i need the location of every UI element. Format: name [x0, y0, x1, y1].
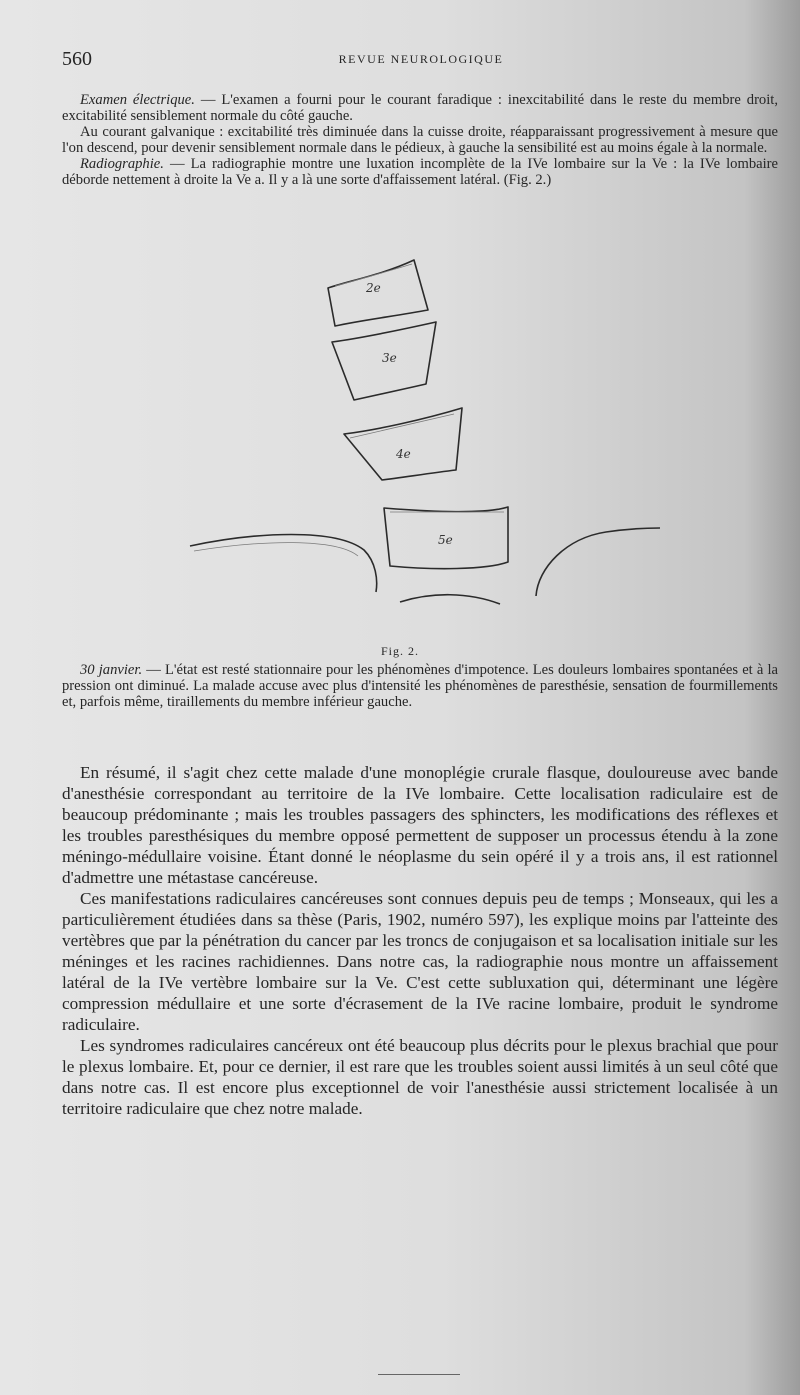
paragraph-lead: Examen électrique.	[80, 92, 195, 108]
case-findings-section	[62, 92, 778, 188]
paragraph-text: — L'examen a fourni pour le courant faradique : inexcitabilité dans le reste du membre droit, excitabilité sensiblement normale du côté gauche.	[62, 92, 778, 124]
vertebra-4	[344, 408, 462, 480]
pelvis-left-wing	[190, 535, 377, 593]
paragraph-30-janvier	[62, 662, 778, 710]
summary-section	[62, 762, 778, 1119]
page-header	[62, 48, 740, 72]
followup-section	[62, 662, 778, 710]
page-number: 560	[62, 48, 92, 70]
vertebra-4-label: 4e	[396, 447, 411, 461]
paragraph-text: — L'état est resté stationnaire pour les phénomènes d'impotence. Les douleurs lombaires spontanées et à la pression ont diminué. La malade accuse avec plus d'intensité les phénomènes de paresthésie, sensation de fourmillements et, parfois même, tiraillements du membre inférieur gauche.	[62, 662, 778, 710]
paragraph-syndromes: Les syndromes radiculaires cancéreux ont été beaucoup plus décrits pour le plexus brachial que pour le plexus lombaire. Et, pour ce dernier, il est rare que les troubles soient aussi limités à un seul côté que dans notre cas. Il est encore plus exceptionnel de voir l'anesthésie aussi strictement localisée à un territoire radiculaire que chez notre malade.	[62, 1036, 778, 1118]
paragraph-radiography	[62, 156, 778, 188]
paragraph-text: Au courant galvanique : excitabilité très diminuée dans la cuisse droite, réapparaissant progressivement à mesure que l'on descend, pour devenir sensiblement normale dans le pédieux, à gauche la sensibilité est au moins égale à la normale.	[62, 124, 778, 156]
sacrum-outline	[400, 595, 500, 604]
paragraph-galvanic-current	[62, 124, 778, 156]
paragraph-text: — La radiographie montre une luxation incomplète de la IVe lombaire sur la Ve : la IVe lombaire déborde nettement à droite la Ve a. Il y a là une sorte d'affaissement latéral. (Fig. 2.)	[62, 156, 778, 188]
vertebra-4-inner-line	[350, 414, 454, 438]
figure-caption: Fig. 2.	[380, 644, 419, 658]
paragraph-lead: Radiographie.	[80, 156, 164, 172]
running-title: REVUE NEUROLOGIQUE	[338, 52, 504, 66]
paragraph-manifestations: Ces manifestations radiculaires cancéreuses sont connues depuis peu de temps ; Monseaux, qui les a particulièrement étudiées dans sa thèse (Paris, 1902, numéro 597), les explique moins par l'atteinte des vertèbres que par la pénétration du cancer par les troncs de conjugaison et sa localisation initiale sur les méninges et les racines rachidiennes. Dans notre cas, la radiographie nous montre un affaissement latéral de la IVe vertèbre lombaire sur la Ve. C'est cette subluxation qui, déterminant une légère compression médullaire et une sorte d'écrasement de la IVe racine lombaire, produit le syndrome radiculaire.	[62, 889, 778, 1034]
vertebrae-drawing	[186, 250, 666, 640]
spine-radiograph-figure	[186, 250, 666, 640]
vertebra-5-label: 5e	[438, 533, 453, 547]
end-rule	[378, 1374, 460, 1375]
paragraph-electrical-exam	[62, 92, 778, 124]
pelvis-right-wing	[536, 528, 660, 596]
vertebra-3-label: 3e	[382, 351, 397, 365]
pelvis-left-inner-line	[194, 543, 358, 556]
paragraph-resume: En résumé, il s'agit chez cette malade d'une monoplégie crurale flasque, douloureuse avec bande d'anesthésie correspondant au territoire de la IVe lombaire. Cette localisation radiculaire est de beaucoup prédominante ; mais les troubles passagers des sphincters, les modifications des réflexes et les troubles paresthésiques du membre opposé permettent de supposer un processus étendu à la zone méningo-médullaire voisine. Étant donné le néoplasme du sein opéré il y a trois ans, il est rationnel d'admettre une métastase cancéreuse.	[62, 763, 778, 887]
vertebra-2-label: 2e	[366, 281, 381, 295]
paragraph-lead: 30 janvier.	[80, 662, 143, 678]
